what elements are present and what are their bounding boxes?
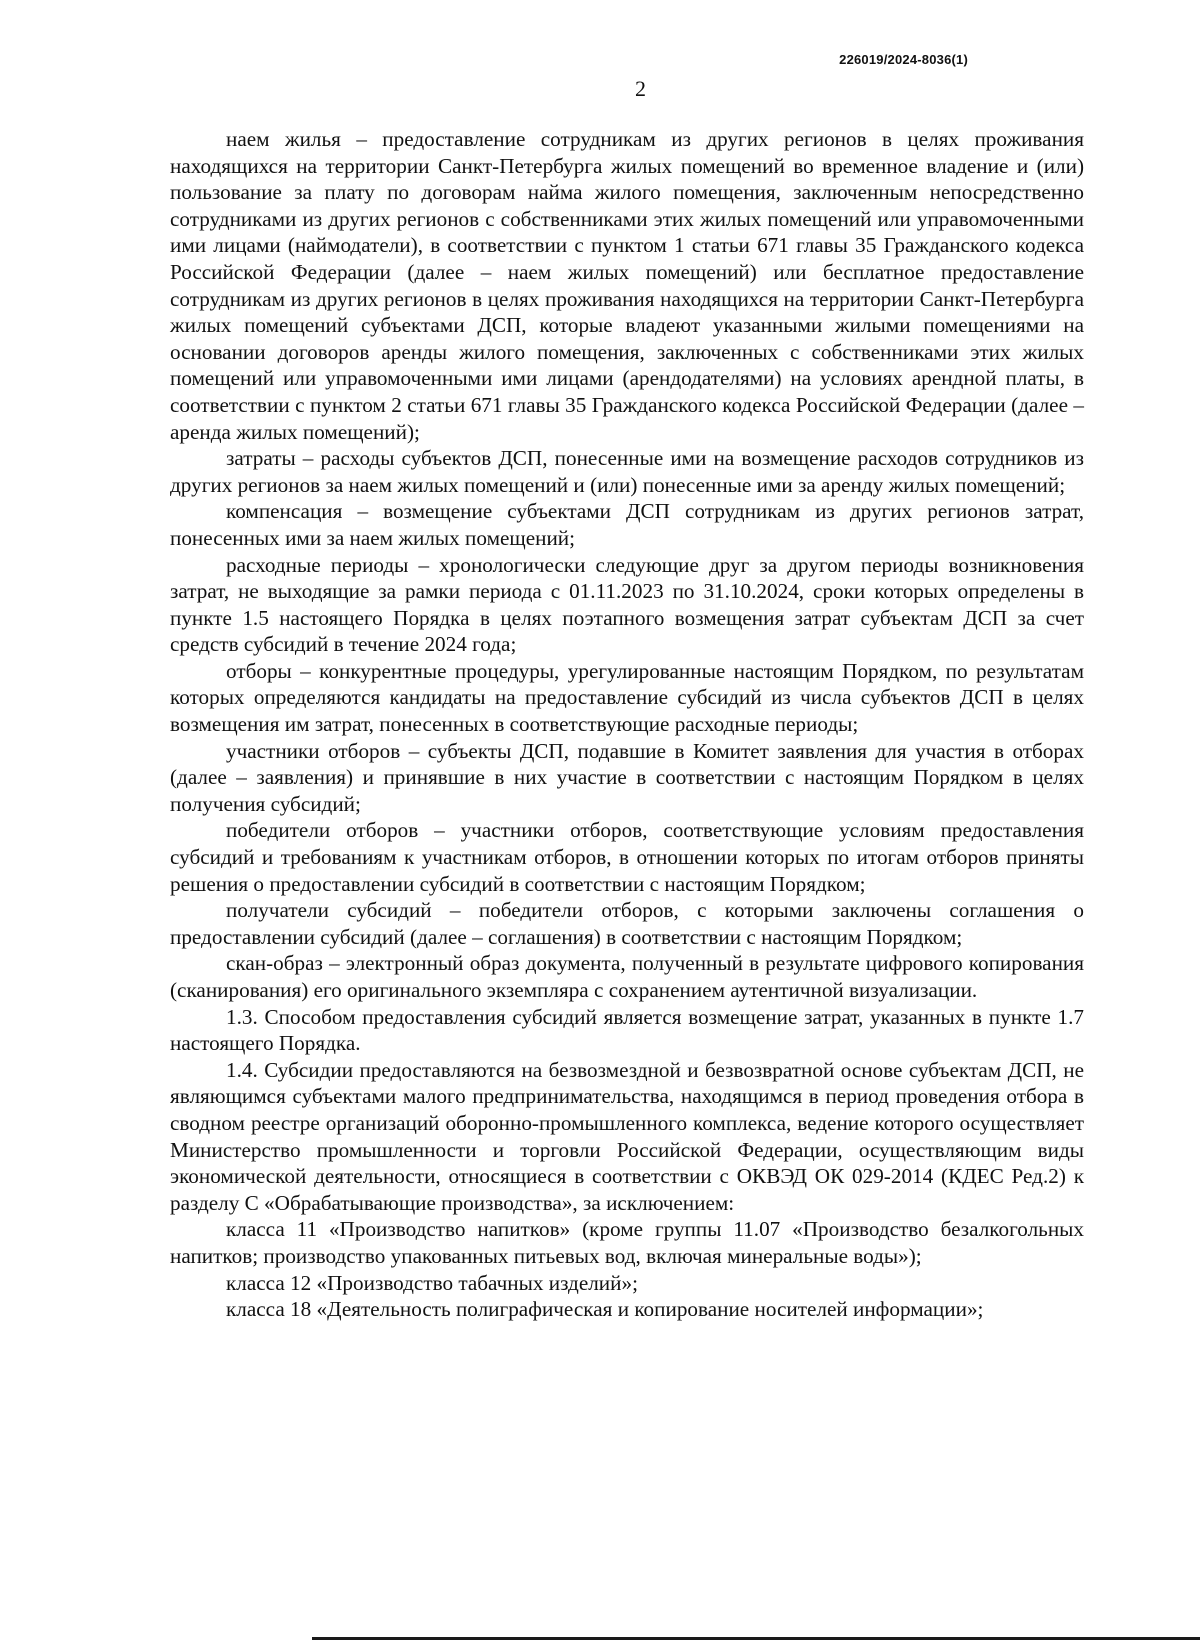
definition-expense-periods: расходные периоды – хронологически следующие друг за другом периоды возникновения затрат, не выходящие за рамки периода с 01.11.2023 по 31.10.2024, сроки которых определены в пункте 1.5 настоящего Порядка в целях поэтапного возмещения затрат субъектам ДСП за счет средств субсидий в течение 2024 года; [170,552,1084,657]
exclusion-class-12: класса 12 «Производство табачных изделий»; [226,1270,638,1295]
definition-scan-image: скан-образ – электронный образ документа, полученный в результате цифрового копирования (сканирования) его оригинального экземпляра с сохранением аутентичной визуализации. [170,951,1084,1002]
definition-selections: отборы – конкурентные процедуры, урегулированные настоящим Порядком, по результатам которых определяются кандидаты на предоставление субсидий из числа субъектов ДСП в целях возмещения им затрат, понесенных в соответствующие расходные периоды; [170,658,1084,737]
page-number: 2 [635,76,646,101]
definition-costs: затраты – расходы субъектов ДСП, понесенные ими на возмещение расходов сотрудников из других регионов за наем жилых помещений и (или) понесенные ими за аренду жилых помещений; [170,446,1084,497]
clause-1-3: 1.3. Способом предоставления субсидий является возмещение затрат, указанных в пункте 1.7 настоящего Порядка. [170,1004,1084,1056]
exclusion-class-18: класса 18 «Деятельность полиграфическая и копирование носителей информации»; [226,1297,984,1322]
definition-selection-winners: победители отборов – участники отборов, соответствующие условиям предоставления субсидий и требованиям к участникам отборов, в отношении которых по итогам отборов приняты решения о предоставлении субсидий в соответствии с настоящим Порядком; [170,818,1084,896]
document-body [170,126,1084,1323]
exclusion-class-11: класса 11 «Производство напитков» (кроме группы 11.07 «Производство безалкогольных напитков; производство упакованных питьевых вод, включая минеральные воды»); [170,1217,1084,1268]
definition-housing-rental: наем жилья – предоставление сотрудникам из других регионов в целях проживания находящихся на территории Санкт-Петербурга жилых помещений во временное владение и (или) пользование за плату по договорам найма жилого помещения, заключенным непосредственно сотрудниками из других регионов с собственниками этих жилых помещений или управомоченными ими лицами (наймодатели), в соответствии с пунктом 1 статьи 671 главы 35 Гражданского кодекса Российской Федерации (далее – наем жилых помещений) или бесплатное предоставление сотрудникам из других регионов в целях проживания находящихся на территории Санкт-Петербурга жилых помещений субъектами ДСП, которые владеют указанными жилыми помещениями на основании договоров аренды жилого помещения, заключенных с собственниками этих жилых помещений или управомоченными ими лицами (арендодателями) на условиях арендной платы, в соответствии с пунктом 2 статьи 671 главы 35 Гражданского кодекса Российской Федерации (далее – аренда жилых помещений); [170,127,1084,444]
scan-bottom-edge-line [312,1637,1200,1640]
clause-1-4: 1.4. Субсидии предоставляются на безвозмездной и безвозвратной основе субъектам ДСП, не являющимся субъектами малого предпринимательства, находящимся в период проведения отбора в сводном реестре организаций оборонно-промышленного комплекса, ведение которого осуществляет Министерство промышленности и торговли Российской Федерации, осуществляющим виды экономической деятельности, относящиеся в соответствии с ОКВЭД ОК 029-2014 (КДЕС Ред.2) к разделу С «Обрабатывающие производства», за исключением: [170,1057,1084,1215]
definition-selection-participants: участники отборов – субъекты ДСП, подавшие в Комитет заявления для участия в отборах (далее – заявления) и принявшие в них участие в соответствии с настоящим Порядком в целях получения субсидий; [170,738,1084,816]
document-registration-number: 226019/2024-8036(1) [839,52,968,67]
definition-compensation: компенсация – возмещение субъектами ДСП сотрудникам из других регионов затрат, понесенных ими за наем жилых помещений; [170,499,1084,550]
definition-subsidy-recipients: получатели субсидий – победители отборов, с которыми заключены соглашения о предоставлении субсидий (далее – соглашения) в соответствии с настоящим Порядком; [170,898,1084,949]
